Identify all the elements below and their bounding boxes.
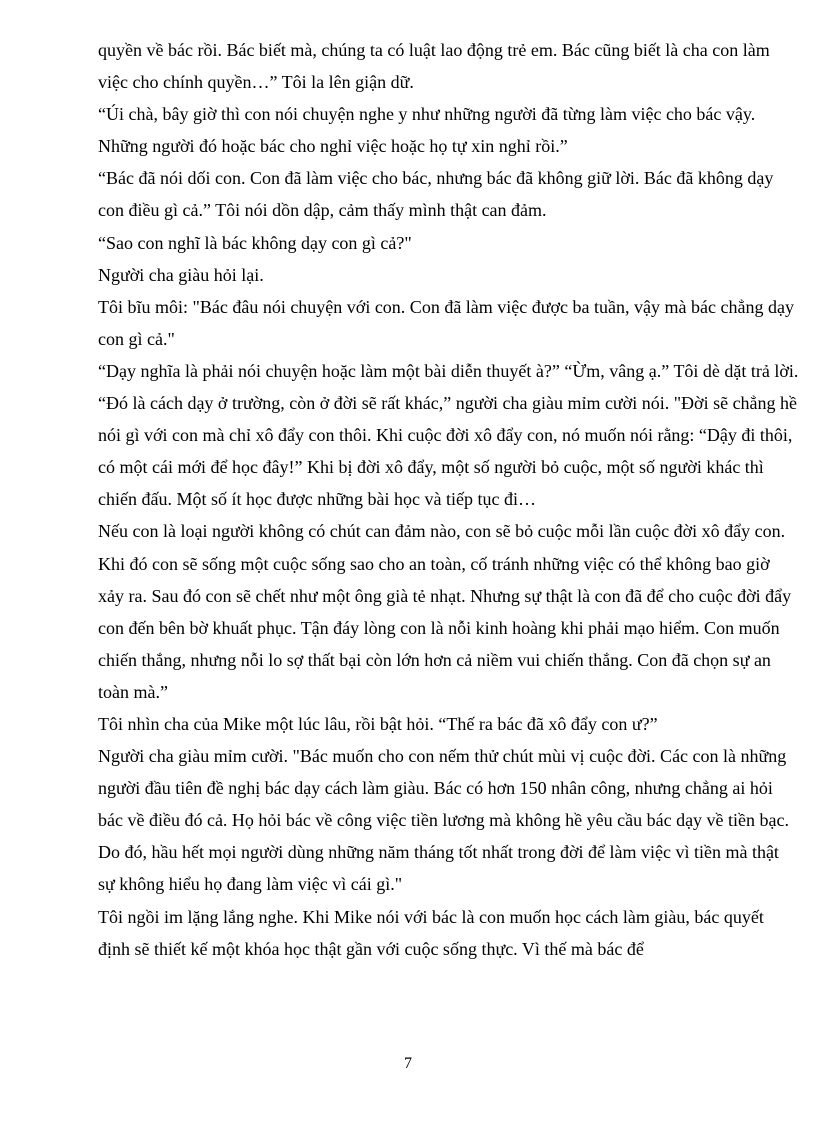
paragraph-3: “Bác đã nói dối con. Con đã làm việc cho bác, nhưng bác đã không giữ lời. Bác đã không dạy con điều gì cả.” Tôi nói dồn dập, cảm thấy mình thật can đảm. <box>98 168 774 221</box>
paragraph-6: Tôi bĩu môi: "Bác đâu nói chuyện với con. Con đã làm việc được ba tuần, vậy mà bác chẳng dạy con gì cả." <box>98 296 794 349</box>
paragraph-1: quyền về bác rồi. Bác biết mà, chúng ta có luật lao động trẻ em. Bác cũng biết là cha con làm việc cho chính quyền…” Tôi la lên giận dữ. <box>98 40 770 93</box>
paragraph-8: “Đó là cách dạy ở trường, còn ở đời sẽ rất khác,” người cha giàu mỉm cười nói. "Đời sẽ chẳng hề nói gì với con mà chỉ xô đẩy con thôi. Khi cuộc đời xô đẩy con, nó muốn nói rằng: “Dậy đi thôi, có một cái mới để học đây!” Khi bị đời xô đẩy, một số người bỏ cuộc, một số người khác thì chiến đấu. Một số ít học được những bài học và tiếp tục đi… <box>98 393 798 510</box>
paragraph-2: “Úi chà, bây giờ thì con nói chuyện nghe y như những người đã từng làm việc cho bác vậy. Những người đó hoặc bác cho nghỉ việc hoặc họ tự xin nghỉ rồi.” <box>98 104 756 157</box>
paragraph-12: Tôi ngồi im lặng lắng nghe. Khi Mike nói với bác là con muốn học cách làm giàu, bác quyết định sẽ thiết kế một khóa học thật gần với cuộc sống thực. Vì thế mà bác để <box>98 906 764 959</box>
paragraph-9: Nếu con là loại người không có chút can đảm nào, con sẽ bỏ cuộc mỗi lần cuộc đời xô đẩy con. Khi đó con sẽ sống một cuộc sống sao cho an toàn, cố tránh những việc có thể không bao giờ xảy ra. Sau đó con sẽ chết như một ông già tẻ nhạt. Nhưng sự thật là con đã để cho cuộc đời đẩy con đến bên bờ khuất phục. Tận đáy lòng con là nỗi kinh hoàng khi phải mạo hiểm. Con muốn chiến thắng, nhưng nỗi lo sợ thất bại còn lớn hơn cả niềm vui chiến thắng. Con đã chọn sự an toàn mà.” <box>98 521 792 702</box>
paragraph-5: Người cha giàu hỏi lại. <box>98 264 264 285</box>
paragraph-11: Người cha giàu mỉm cười. "Bác muốn cho con nếm thử chút mùi vị cuộc đời. Các con là những người đầu tiên đề nghị bác dạy cách làm giàu. Bác có hơn 150 nhân công, nhưng chẳng ai hỏi bác về điều đó cả. Họ hỏi bác về công việc tiền lương mà không hề yêu cầu bác dạy về tiền bạc. Do đó, hầu hết mọi người dùng những năm tháng tốt nhất trong đời để làm việc vì tiền mà thật sự không hiểu họ đang làm việc vì cái gì." <box>98 746 790 895</box>
paragraph-7: “Dạy nghĩa là phải nói chuyện hoặc làm một bài diễn thuyết à?” “Ừm, vâng ạ.” Tôi dè dặt trả lời. <box>98 360 799 381</box>
paragraph-10: Tôi nhìn cha của Mike một lúc lâu, rồi bật hỏi. “Thế ra bác đã xô đẩy con ư?” <box>98 713 658 734</box>
page-body <box>98 34 800 965</box>
paragraph-4: “Sao con nghĩ là bác không dạy con gì cả?" <box>98 232 412 253</box>
page-number: 7 <box>404 1055 412 1072</box>
